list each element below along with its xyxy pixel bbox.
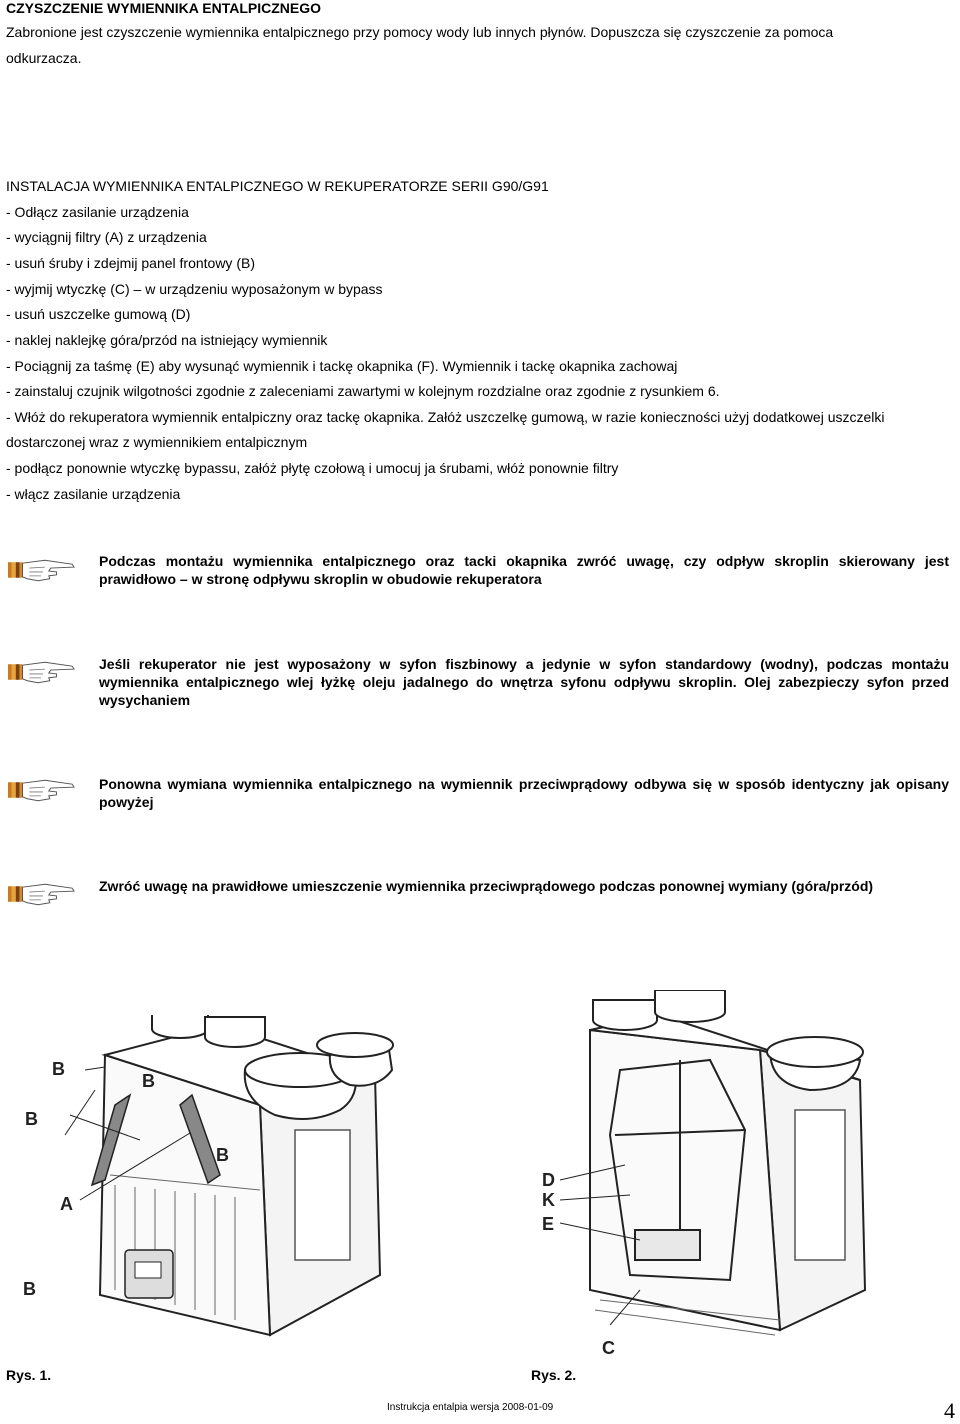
installation-step: - Odłącz zasilanie urządzenia (6, 204, 189, 220)
installation-step: - wyciągnij filtry (A) z urządzenia (6, 229, 207, 245)
note-condensate-drain: Podczas montażu wymiennika entalpicznego oraz tacki okapnika zwróć uwagę, czy odpływ skroplin skierowany jest prawidłowo – w stronę odpływu skroplin w obudowie rekuperatora (99, 553, 949, 587)
figure-2-label: D (542, 1170, 555, 1190)
figure-1-caption: Rys. 1. (6, 1367, 52, 1383)
pointing-hand-icon (6, 556, 76, 584)
cleaning-text-line2: odkurzacza. (6, 50, 82, 66)
figure-2-caption: Rys. 2. (531, 1367, 577, 1383)
pointing-hand-icon (6, 880, 76, 908)
installation-step: - Włóż do rekuperatora wymiennik entalpiczny oraz tackę okapnika. Załóż uszczelkę gumową, w razie konieczności użyj dodatkowej uszczelki (6, 409, 885, 425)
installation-step: - włącz zasilanie urządzenia (6, 486, 181, 502)
note-orientation: Zwróć uwagę na prawidłowe umieszczenie wymiennika przeciwprądowego podczas ponownej wymiany (góra/przód) (99, 878, 874, 894)
footer-text: Instrukcja entalpia wersja 2008-01-09 (387, 1402, 554, 1413)
installation-step: - wyjmij wtyczkę (C) – w urządzeniu wyposażonym w bypass (6, 281, 383, 297)
figure-1-drawing (20, 1015, 410, 1345)
figure-1-label: B (52, 1059, 65, 1079)
pointing-hand-icon (6, 658, 76, 686)
installation-step: - usuń uszczelke gumową (D) (6, 306, 191, 322)
pointing-hand-icon (6, 776, 76, 804)
installation-step: - podłącz ponownie wtyczkę bypassu, załóż płytę czołową i umocuj ja śrubami, włóż ponownie filtry (6, 460, 619, 476)
figure-2-label: E (542, 1214, 555, 1234)
cleaning-text-line1: Zabronione jest czyszczenie wymiennika entalpicznego przy pomocy wody lub innych płynów. Dopuszcza się czyszczenie za pomoca (6, 24, 834, 40)
figure-1-label: B (142, 1071, 155, 1091)
note-reverse-replacement: Ponowna wymiana wymiennika entalpicznego na wymiennik przeciwprądowy odbywa się w sposób identyczny jak opisany powyżej (99, 776, 949, 810)
figure-2-label: K (542, 1190, 555, 1210)
note-siphon-oil: Jeśli rekuperator nie jest wyposażony w syfon fiszbinowy a jedynie w syfon standardowy (wodny), podczas montażu wymiennika entalpicznego wlej łyżkę oleju jadalnego do wnętrza syfonu odpływu skroplin. Olej zabezpieczy syfon przed wysychaniem (99, 656, 949, 708)
figure-1-label: B (216, 1145, 229, 1165)
figure-1-label: B (25, 1109, 38, 1129)
installation-step: - zainstaluj czujnik wilgotności zgodnie z zaleceniami zawartymi w kolejnym rozdzialne oraz zgodnie z rysunkiem 6. (6, 383, 720, 399)
figure-1-label: A (60, 1194, 73, 1214)
page-number: 4 (944, 1398, 955, 1423)
installation-step: - Pociągnij za taśmę (E) aby wysunąć wymiennik i tackę okapnika (F). Wymiennik i tackę okapnika zachowaj (6, 358, 678, 374)
figure-2-drawing (530, 990, 910, 1360)
installation-step: - naklej naklejkę góra/przód na istniejący wymiennik (6, 332, 328, 348)
cleaning-heading: CZYSZCZENIE WYMIENNIKA ENTALPICZNEGO (6, 0, 321, 16)
figure-1-label: B (23, 1279, 36, 1299)
installation-step: dostarczonej wraz z wymiennikiem entalpicznym (6, 434, 308, 450)
figure-2-label: C (602, 1338, 615, 1358)
installation-step: - usuń śruby i zdejmij panel frontowy (B) (6, 255, 255, 271)
installation-heading: INSTALACJA WYMIENNIKA ENTALPICZNEGO W REKUPERATORZE SERII G90/G91 (6, 178, 549, 194)
